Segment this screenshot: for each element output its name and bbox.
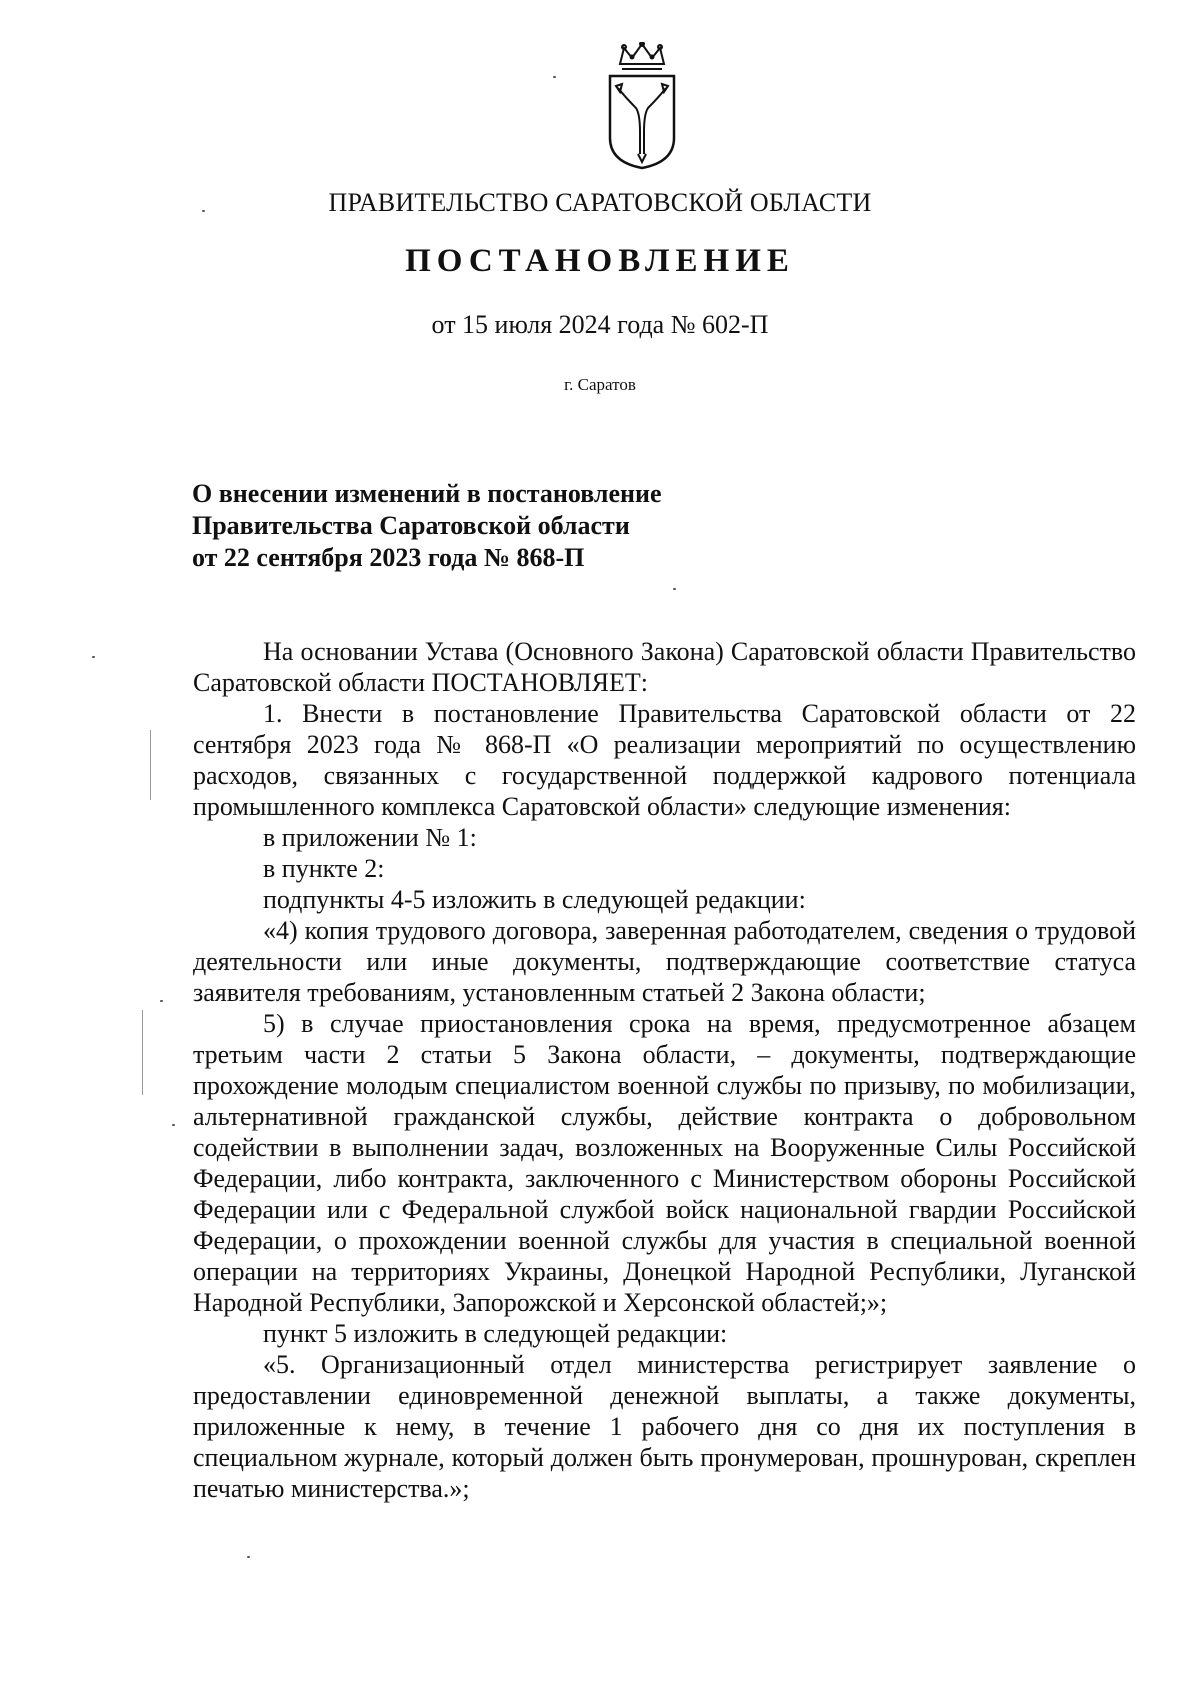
paragraph-point-5-intro: пункт 5 изложить в следующей редакции: (263, 1319, 728, 1348)
document-body (193, 636, 1136, 1504)
government-name: ПРАВИТЕЛЬСТВО САРАТОВСКОЙ ОБЛАСТИ (328, 188, 872, 217)
document-type: ПОСТАНОВЛЕНИЕ (405, 243, 795, 279)
document-heading (192, 478, 892, 574)
saratov-coat-of-arms-icon (602, 42, 682, 170)
scan-speck (247, 1556, 250, 1558)
paragraph-basis: На основании Устава (Основного Закона) Саратовской области Правительство Саратовской области ПОСТАНОВЛЯЕТ: (193, 637, 1136, 697)
paragraph-point: в пункте 2: (263, 854, 385, 883)
scan-speck (172, 1124, 175, 1126)
paragraph-subpoint-4: «4) копия трудового договора, заверенная работодателем, сведения о трудовой деятельности или иные документы, подтверждающие соответствие статуса заявителя требованиям, установленным статьей 2 Закона области; (193, 916, 1136, 1007)
paragraph-item-1: 1. Внести в постановление Правительства Саратовской области от 22 сентября 2023 года № 868-П «О реализации мероприятий по осуществлению расходов, связанных с государственной поддержкой кадрового потенциала промышленного комплекса Саратовской области» следующие изменения: (193, 699, 1136, 821)
scan-speck (160, 1000, 163, 1002)
paragraph-subpoints: подпункты 4-5 изложить в следующей редакции: (263, 885, 806, 914)
paragraph-appendix: в приложении № 1: (263, 823, 477, 852)
document-date-number: от 15 июля 2024 года № 602-П (431, 310, 769, 339)
heading-line: Правительства Саратовской области (192, 511, 630, 540)
scan-speck (553, 76, 556, 78)
document-city: г. Саратов (564, 375, 636, 394)
heading-line: О внесении изменений в постановление (192, 479, 662, 508)
scan-speck (202, 210, 205, 212)
scan-streak (142, 1010, 143, 1095)
scan-speck (673, 588, 676, 590)
heading-line: от 22 сентября 2023 года № 868-П (192, 543, 585, 572)
scan-speck (92, 656, 95, 658)
scan-streak (150, 730, 151, 800)
paragraph-subpoint-5: 5) в случае приостановления срока на время, предусмотренное абзацем третьим части 2 статьи 5 Закона области, – документы, подтверждающие прохождение молодым специалистом военной службы по призыву, по мобилизации, альтернативной гражданской службы, действие контракта о добровольном содействии в выполнении задач, возложенных на Вооруженные Силы Российской Федерации, либо контракта, заключенного с Министерством обороны Российской Федерации или с Федеральной службой войск национальной гвардии Российской Федерации, о прохождении военной службы для участия в специальной военной операции на территориях Украины, Донецкой Народной Республики, Луганской Народной Республики, Запорожской и Херсонской областей;»; (193, 1009, 1136, 1317)
paragraph-point-5: «5. Организационный отдел министерства регистрирует заявление о предоставлении единовременной денежной выплаты, а также документы, приложенные к нему, в течение 1 рабочего дня со дня их поступления в специальном журнале, который должен быть пронумерован, прошнурован, скреплен печатью министерства.»; (193, 1350, 1136, 1503)
